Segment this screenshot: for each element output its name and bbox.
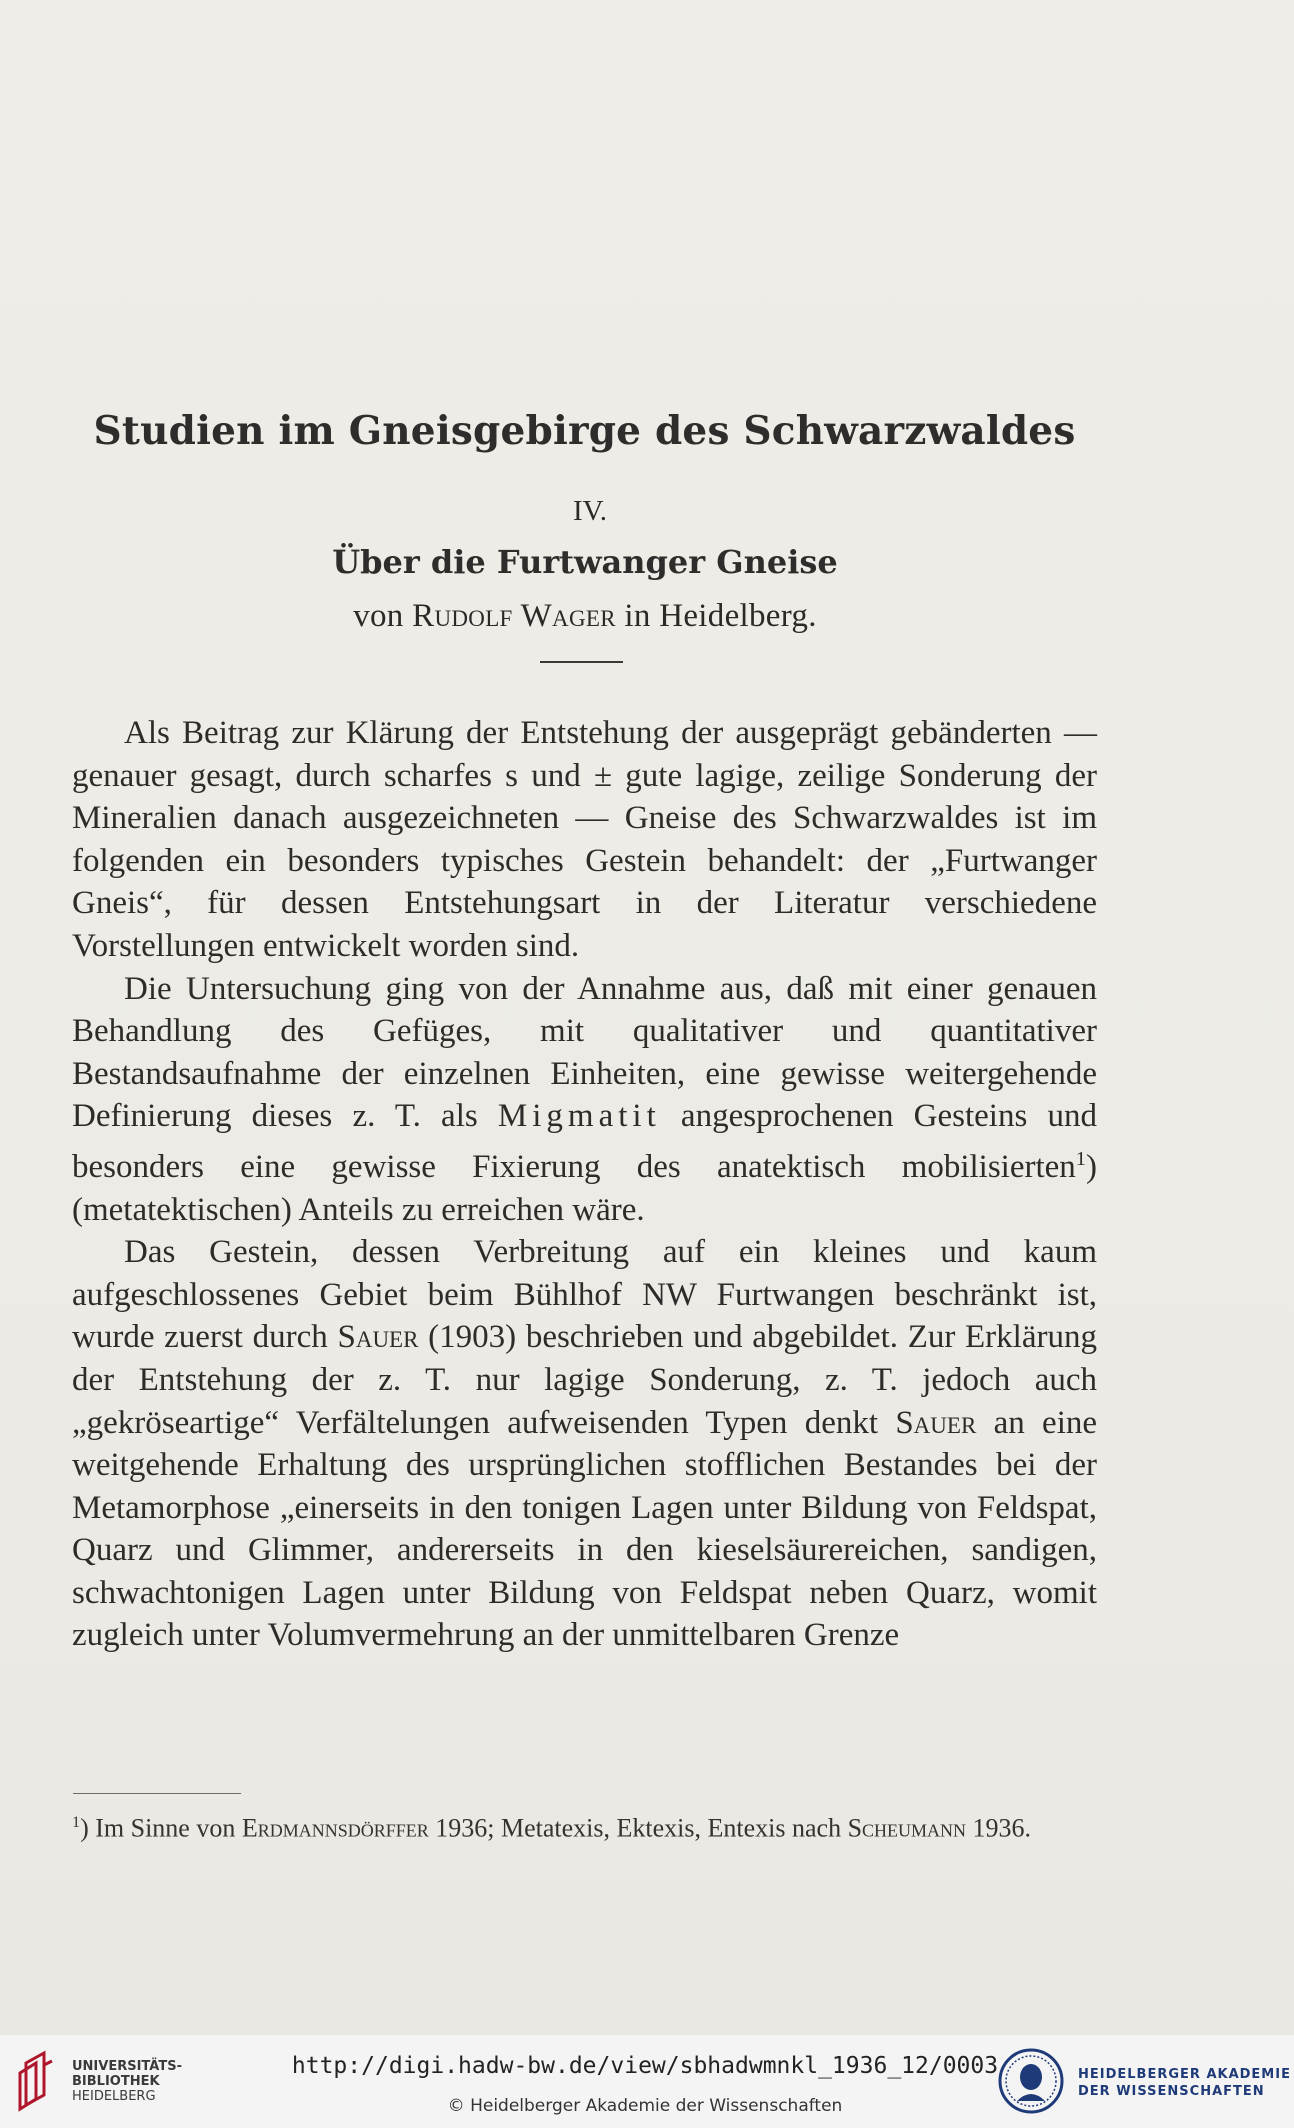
cited-author: Sauer — [337, 1319, 419, 1356]
footnote-divider — [73, 1793, 241, 1794]
footnote-part-a: ) Im Sinne von — [80, 1813, 242, 1843]
university-library-name — [72, 2059, 182, 2104]
paragraph-3-part-a: Das Gestein, dessen Verbreitung auf ein kleines und kaum aufgeschlossenes Gebiet beim Bühlhof NW Furtwangen beschränkt ist, wurde zuerst durch — [72, 1234, 1097, 1356]
paragraph-3-part-b: (1903) beschrieben und abgebildet. Zur Erklärung der Entstehung der z. T. nur lagige Sonderung, z. T. jedoch auch „gekröseartige“ Verfältelungen aufweisenden Typen denkt — [72, 1319, 1097, 1441]
copyright-notice: © Heidelberger Akademie der Wissenschaften — [447, 2096, 843, 2116]
paragraph-1: Als Beitrag zur Klärung der Entstehung der ausgeprägt gebänderten — genauer gesagt, durch scharfes s und ± gute lagige, zeilige Sonderung der Mineralien danach ausgezeichneten — Gneise des Schwarzwaldes ist im folgenden ein besonders typisches Gestein behandelt: der „Furtwanger Gneis“, für dessen Entstehungsart in der Literatur verschiedene Vorstellungen entwickelt worden sind. — [72, 715, 1097, 964]
footer-bar — [0, 2035, 1294, 2128]
academy-name-line-1: HEIDELBERGER AKADEMIE — [1078, 2067, 1291, 2082]
academy-seal-icon — [997, 2047, 1065, 2115]
part-number: IV. — [572, 495, 608, 527]
footnote-cited-author: Erdmannsdörffer — [241, 1813, 429, 1843]
paragraph-2 — [72, 968, 1097, 1232]
author-name: Rudolf Wager — [412, 598, 616, 634]
spaced-term: Migmatit — [497, 1098, 661, 1135]
paragraph-3-part-c: an eine weitgehende Erhaltung des ursprünglichen stofflichen Bestandes bei der Metamorphose „einerseits in den tonigen Lagen unter Bildung von Feldspat, Quarz und Glimmer, andererseits in den kieselsäurereichen, sandigen, schwachtonigen Lagen unter Bildung von Feldspat neben Quarz, womit zugleich unter Volumvermehrung an der unmittelbaren Grenze — [72, 1404, 1098, 1654]
paragraph-2-part-b: angesprochenen Gesteins und besonders eine gewisse Fixierung des anatektisch mobilisierten — [72, 1098, 1097, 1185]
footnote-part-c: 1936. — [966, 1813, 1032, 1843]
title-divider — [540, 661, 623, 663]
footnote-cited-author: Scheumann — [847, 1813, 967, 1843]
permalink-url[interactable]: http://digi.hadw-bw.de/view/sbhadwmnkl_1936_12/0003 — [291, 2053, 999, 2079]
paragraph-2-part-c: ) (metatektischen) Anteils zu erreichen wäre. — [72, 1148, 1097, 1228]
academy-name — [1078, 2066, 1291, 2100]
article-title: Studien im Gneisgebirge des Schwarzwaldes — [93, 408, 1076, 454]
byline-suffix: in Heidelberg. — [615, 598, 817, 634]
byline-prefix: von — [353, 598, 413, 634]
academy-name-line-2: DER WISSENSCHAFTEN — [1078, 2084, 1265, 2099]
footnote — [72, 1806, 1097, 1846]
article-subtitle: Über die Furtwanger Gneise — [332, 543, 838, 581]
university-library-logo-icon — [14, 2049, 58, 2113]
footnote-marker: 1 — [1075, 1147, 1086, 1170]
footnote-number: 1 — [72, 1814, 81, 1831]
library-name-line-2: BIBLIOTHEK — [72, 2074, 160, 2089]
footnote-part-b: 1936; Metatexis, Ektexis, Entexis nach — [428, 1813, 848, 1843]
paragraph-3 — [72, 1231, 1097, 1657]
library-name-line-1: UNIVERSITÄTS- — [72, 2059, 182, 2074]
library-name-line-3: HEIDELBERG — [72, 2089, 156, 2104]
cited-author: Sauer — [895, 1404, 977, 1441]
paragraph-2-part-a: Die Untersuchung ging von der Annahme aus, daß mit einer genauen Behandlung des Gefüges, mit qualitativer und quantitativer Bestandsaufnahme der einzelnen Einheiten, eine gewisse weitergehende Definierung dieses z. T. als — [72, 970, 1097, 1135]
byline — [200, 598, 970, 635]
body-text — [72, 712, 1097, 1657]
